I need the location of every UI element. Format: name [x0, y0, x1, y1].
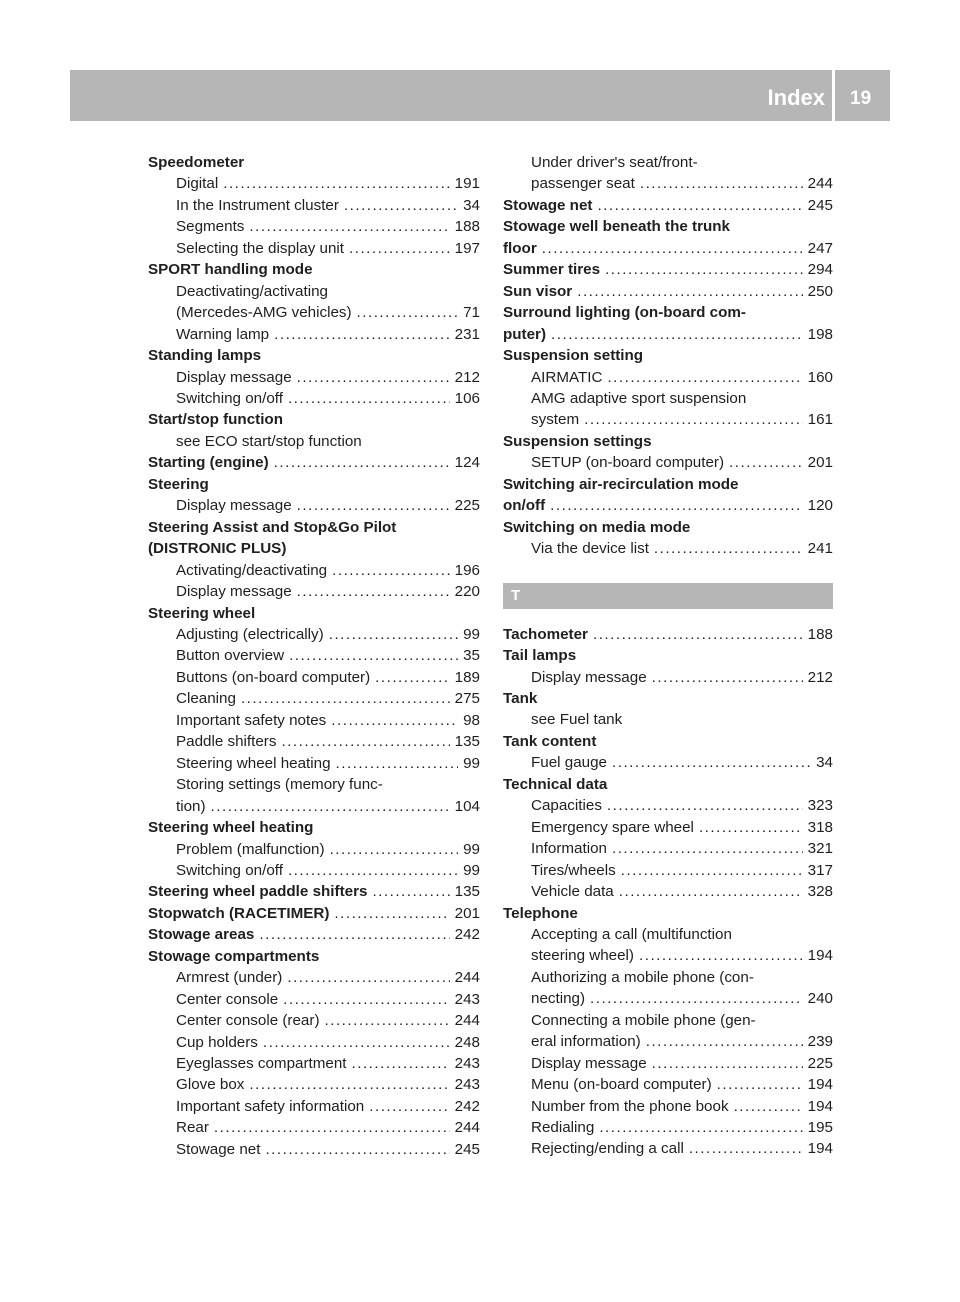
subentry[interactable]	[148, 860, 480, 881]
subentry[interactable]	[148, 324, 480, 345]
subentry-label: Via the device list	[531, 540, 649, 558]
page-ref: 244	[454, 1012, 480, 1030]
page-ref: 323	[807, 797, 833, 815]
page-ref: 99	[463, 840, 480, 858]
index-entry[interactable]	[503, 624, 833, 645]
subentry[interactable]	[148, 753, 480, 774]
index-heading: Steering wheel heating	[148, 819, 314, 837]
entry-label: Tachometer	[503, 625, 588, 643]
subentry[interactable]	[503, 838, 833, 859]
subentry-label: necting)	[531, 990, 586, 1008]
page-ref: 198	[807, 325, 833, 343]
subentry-line: Authorizing a mobile phone (con-	[531, 968, 754, 986]
subentry-label: (Mercedes-AMG vehicles)	[176, 304, 352, 322]
subentry[interactable]	[148, 839, 480, 860]
page-ref: 189	[454, 668, 480, 686]
page-ref: 135	[454, 883, 480, 901]
subentry-label: Important safety notes	[176, 711, 327, 729]
subentry-label: system	[531, 411, 580, 429]
page-ref: 194	[807, 1140, 833, 1158]
entry-label: on/off	[503, 497, 546, 515]
subentry-label: Tires/wheels	[531, 861, 616, 879]
subentry-list	[148, 967, 480, 1160]
subentry[interactable]	[148, 1074, 480, 1095]
index-column-right	[503, 152, 833, 1160]
subentry-label: Glove box	[176, 1076, 245, 1094]
subentry[interactable]	[148, 560, 480, 581]
subentry-list	[148, 624, 480, 774]
subentry-label: Display message	[176, 497, 292, 515]
index-entry[interactable]	[503, 259, 833, 280]
subentry[interactable]	[148, 1032, 480, 1053]
subentry-label: Important safety information	[176, 1097, 365, 1115]
page-ref: 212	[807, 668, 833, 686]
subentry[interactable]	[503, 988, 833, 1009]
page-ref: 245	[454, 1140, 480, 1158]
index-heading: Start/stop function	[148, 411, 283, 429]
index-entry[interactable]	[503, 195, 833, 216]
subentry-list	[503, 1053, 833, 1160]
subentry-label: Display message	[176, 583, 292, 601]
page-ref: 225	[454, 497, 480, 515]
subentry[interactable]	[148, 1010, 480, 1031]
index-entry[interactable]	[503, 238, 833, 259]
subentry[interactable]	[148, 195, 480, 216]
subentry[interactable]	[148, 645, 480, 666]
subentry[interactable]	[503, 367, 833, 388]
page-ref: 243	[454, 990, 480, 1008]
subentry[interactable]	[148, 367, 480, 388]
page-ref: 231	[454, 325, 480, 343]
page-ref: 34	[463, 196, 480, 214]
subentry-label: Digital	[176, 175, 219, 193]
subentry-label: Redialing	[531, 1119, 595, 1137]
subentry[interactable]	[503, 452, 833, 473]
page-ref: 245	[807, 196, 833, 214]
subentry-label: Steering wheel heating	[176, 754, 331, 772]
page-ref: 294	[807, 261, 833, 279]
page-ref: 160	[807, 368, 833, 386]
subentry[interactable]	[148, 1117, 480, 1138]
index-entry[interactable]	[148, 881, 480, 902]
page-ref: 104	[454, 797, 480, 815]
subentry-label: Rejecting/ending a call	[531, 1140, 684, 1158]
subentry-label: Segments	[176, 218, 245, 236]
page-ref: 225	[807, 1054, 833, 1072]
subentry-label: Display message	[176, 368, 292, 386]
subentry-label: AIRMATIC	[531, 368, 603, 386]
page-ref: 250	[807, 282, 833, 300]
index-heading: SPORT handling mode	[148, 261, 313, 279]
subentry-label: Information	[531, 840, 607, 858]
subentry[interactable]	[503, 173, 833, 194]
subentry-label: Display message	[531, 668, 647, 686]
index-heading: Tail lamps	[503, 647, 577, 665]
subentry[interactable]	[148, 624, 480, 645]
header-divider	[832, 70, 835, 121]
page-ref: 244	[454, 1119, 480, 1137]
subentry[interactable]	[148, 710, 480, 731]
index-entry[interactable]	[503, 324, 833, 345]
index-heading: Steering	[148, 475, 209, 493]
page-ref: 242	[454, 926, 480, 944]
subentry[interactable]	[148, 388, 480, 409]
subentry-label: Paddle shifters	[176, 733, 277, 751]
page-ref: 98	[463, 711, 480, 729]
page-ref: 71	[463, 304, 480, 322]
subentry-label: Rear	[176, 1119, 209, 1137]
subentry-list	[503, 452, 833, 473]
index-heading: Telephone	[503, 904, 578, 922]
page-ref: 243	[454, 1055, 480, 1073]
page-ref: 275	[454, 690, 480, 708]
page-ref: 240	[807, 990, 833, 1008]
index-heading-cont: (DISTRONIC PLUS)	[148, 540, 287, 558]
subentry[interactable]	[148, 1096, 480, 1117]
page-ref: 328	[807, 883, 833, 901]
subentry-list	[148, 173, 480, 259]
subentry-label: tion)	[176, 797, 206, 815]
page-ref: 247	[807, 239, 833, 257]
subentry-label: In the Instrument cluster	[176, 196, 339, 214]
subentry[interactable]	[503, 860, 833, 881]
subentry-label: eral information)	[531, 1033, 641, 1051]
page-ref: 99	[463, 861, 480, 879]
subentry[interactable]	[503, 1074, 833, 1095]
subentry-list	[503, 538, 833, 559]
subentry-label: Cleaning	[176, 690, 236, 708]
page-ref: 243	[454, 1076, 480, 1094]
subentry[interactable]	[503, 817, 833, 838]
subentry-line: Connecting a mobile phone (gen-	[531, 1011, 756, 1029]
page-ref: 248	[454, 1033, 480, 1051]
subentry-label: Buttons (on-board computer)	[176, 668, 371, 686]
entry-label: Stopwatch (RACETIMER)	[148, 904, 330, 922]
page-ref: 196	[454, 561, 480, 579]
page-ref: 244	[807, 175, 833, 193]
subentry-label: Button overview	[176, 647, 285, 665]
subentry-label: Eyeglasses compartment	[176, 1055, 347, 1073]
subentry-list	[148, 367, 480, 410]
subentry-label: Selecting the display unit	[176, 239, 345, 257]
subentry-label: Center console (rear)	[176, 1012, 320, 1030]
entry-label: Steering wheel paddle shifters	[148, 883, 368, 901]
index-heading: Steering Assist and Stop&Go Pilot	[148, 518, 397, 536]
page-ref: 188	[807, 625, 833, 643]
subentry-label: Emergency spare wheel	[531, 818, 694, 836]
subentry[interactable]	[503, 538, 833, 559]
subentry[interactable]	[148, 1053, 480, 1074]
subentry-list	[503, 752, 833, 773]
page-ref: 212	[454, 368, 480, 386]
subentry[interactable]	[503, 409, 833, 430]
page-ref: 194	[807, 1097, 833, 1115]
subentry[interactable]	[148, 495, 480, 516]
page-ref: 241	[807, 540, 833, 558]
page-ref: 195	[807, 1119, 833, 1137]
subentry-label: Switching on/off	[176, 389, 283, 407]
subentry[interactable]	[148, 967, 480, 988]
page-ref: 318	[807, 818, 833, 836]
page-ref: 34	[816, 754, 833, 772]
index-heading: Stowage compartments	[148, 947, 320, 965]
page-ref: 194	[807, 1076, 833, 1094]
subentry-label: Cup holders	[176, 1033, 258, 1051]
entry-label: Starting (engine)	[148, 454, 269, 472]
page-ref: 191	[454, 175, 480, 193]
subentry-label: Stowage net	[176, 1140, 261, 1158]
subentry[interactable]	[148, 216, 480, 237]
entry-label: Summer tires	[503, 261, 601, 279]
subentry[interactable]	[503, 1117, 833, 1138]
subentry[interactable]	[503, 1096, 833, 1117]
subentry[interactable]	[148, 302, 480, 323]
subentry[interactable]	[503, 1053, 833, 1074]
subentry[interactable]	[503, 1138, 833, 1159]
subentry[interactable]	[148, 989, 480, 1010]
subentry-label: Fuel gauge	[531, 754, 607, 772]
page-ref: 220	[454, 583, 480, 601]
subentry[interactable]	[503, 881, 833, 902]
index-heading: Surround lighting (on-board com-	[503, 304, 746, 322]
page-ref: 321	[807, 840, 833, 858]
subentry-label: Problem (malfunction)	[176, 840, 325, 858]
index-heading: Tank content	[503, 732, 597, 750]
entry-label: Stowage areas	[148, 926, 255, 944]
page-title: Index	[767, 85, 825, 110]
subentry-label: Adjusting (electrically)	[176, 625, 324, 643]
index-entry[interactable]	[148, 452, 480, 473]
subentry-list	[148, 560, 480, 603]
subentry-label: Center console	[176, 990, 279, 1008]
subentry[interactable]	[503, 752, 833, 773]
subentry[interactable]	[148, 173, 480, 194]
entry-label: Sun visor	[503, 282, 573, 300]
subentry-line: Under driver's seat/front-	[531, 154, 698, 171]
index-entry[interactable]	[503, 495, 833, 516]
subentry[interactable]	[503, 667, 833, 688]
subentry-line: Accepting a call (multifunction	[531, 925, 732, 943]
subentry-list	[503, 667, 833, 688]
see-reference[interactable]: see ECO start/stop function	[176, 432, 362, 450]
subentry[interactable]	[148, 238, 480, 259]
entry-label: floor	[503, 239, 537, 257]
entry-label: Stowage net	[503, 196, 593, 214]
index-heading: Speedometer	[148, 154, 245, 171]
index-entry[interactable]	[503, 281, 833, 302]
subentry-line: Deactivating/activating	[176, 282, 328, 300]
page-ref: 197	[454, 239, 480, 257]
index-heading: Switching air-recirculation mode	[503, 475, 739, 493]
subentry-label: Number from the phone book	[531, 1097, 729, 1115]
subentry-line: Storing settings (memory func-	[176, 776, 383, 794]
page-ref: 161	[807, 411, 833, 429]
see-reference[interactable]: see Fuel tank	[531, 711, 623, 729]
subentry-label: steering wheel)	[531, 947, 634, 965]
page-ref: 106	[454, 389, 480, 407]
page-ref: 188	[454, 218, 480, 236]
index-heading: Switching on media mode	[503, 518, 691, 536]
index-entry[interactable]	[148, 903, 480, 924]
page-ref: 201	[454, 904, 480, 922]
subentry[interactable]	[148, 731, 480, 752]
subentry-label: Switching on/off	[176, 861, 283, 879]
index-heading: Standing lamps	[148, 347, 262, 365]
entry-label: puter)	[503, 325, 547, 343]
subentry-label: Display message	[531, 1054, 647, 1072]
subentry-label: Vehicle data	[531, 883, 614, 901]
page-ref: 99	[463, 754, 480, 772]
index-column-left	[148, 152, 480, 1160]
index-heading: Suspension setting	[503, 347, 644, 365]
page-ref: 35	[463, 647, 480, 665]
page-ref: 239	[807, 1033, 833, 1051]
subentry-label: passenger seat	[531, 175, 635, 193]
subentry-label: Menu (on-board computer)	[531, 1076, 712, 1094]
subentry[interactable]	[148, 1139, 480, 1160]
index-heading: Technical data	[503, 775, 608, 793]
page-ref: 242	[454, 1097, 480, 1115]
subentry[interactable]	[148, 688, 480, 709]
subentry-list	[503, 795, 833, 902]
subentry-label: Warning lamp	[176, 325, 270, 343]
subentry-label: Activating/deactivating	[176, 561, 328, 579]
page-number: 19	[850, 88, 872, 109]
page-ref: 135	[454, 733, 480, 751]
subentry-label: Armrest (under)	[176, 969, 283, 987]
subentry-list	[148, 495, 480, 516]
subentry[interactable]	[148, 796, 480, 817]
subentry[interactable]	[503, 1031, 833, 1052]
subentry[interactable]	[148, 667, 480, 688]
subentry[interactable]	[503, 795, 833, 816]
page-ref: 124	[454, 454, 480, 472]
page-ref: 244	[454, 969, 480, 987]
page-ref: 194	[807, 947, 833, 965]
subentry-label: Capacities	[531, 797, 602, 815]
index-entry[interactable]	[148, 924, 480, 945]
index-heading: Tank	[503, 689, 538, 707]
subentry-line: AMG adaptive sport suspension	[531, 389, 747, 407]
subentry-label: SETUP (on-board computer)	[531, 454, 725, 472]
page-ref: 201	[807, 454, 833, 472]
index-heading: Steering wheel	[148, 604, 256, 622]
index-heading: Stowage well beneath the trunk	[503, 218, 731, 236]
subentry[interactable]	[148, 581, 480, 602]
page-ref: 317	[807, 861, 833, 879]
page-ref: 120	[807, 497, 833, 515]
index-heading: Suspension settings	[503, 432, 652, 450]
subentry-list	[148, 839, 480, 882]
subentry[interactable]	[503, 945, 833, 966]
page-ref: 99	[463, 625, 480, 643]
section-letter-bar: T	[503, 583, 833, 609]
